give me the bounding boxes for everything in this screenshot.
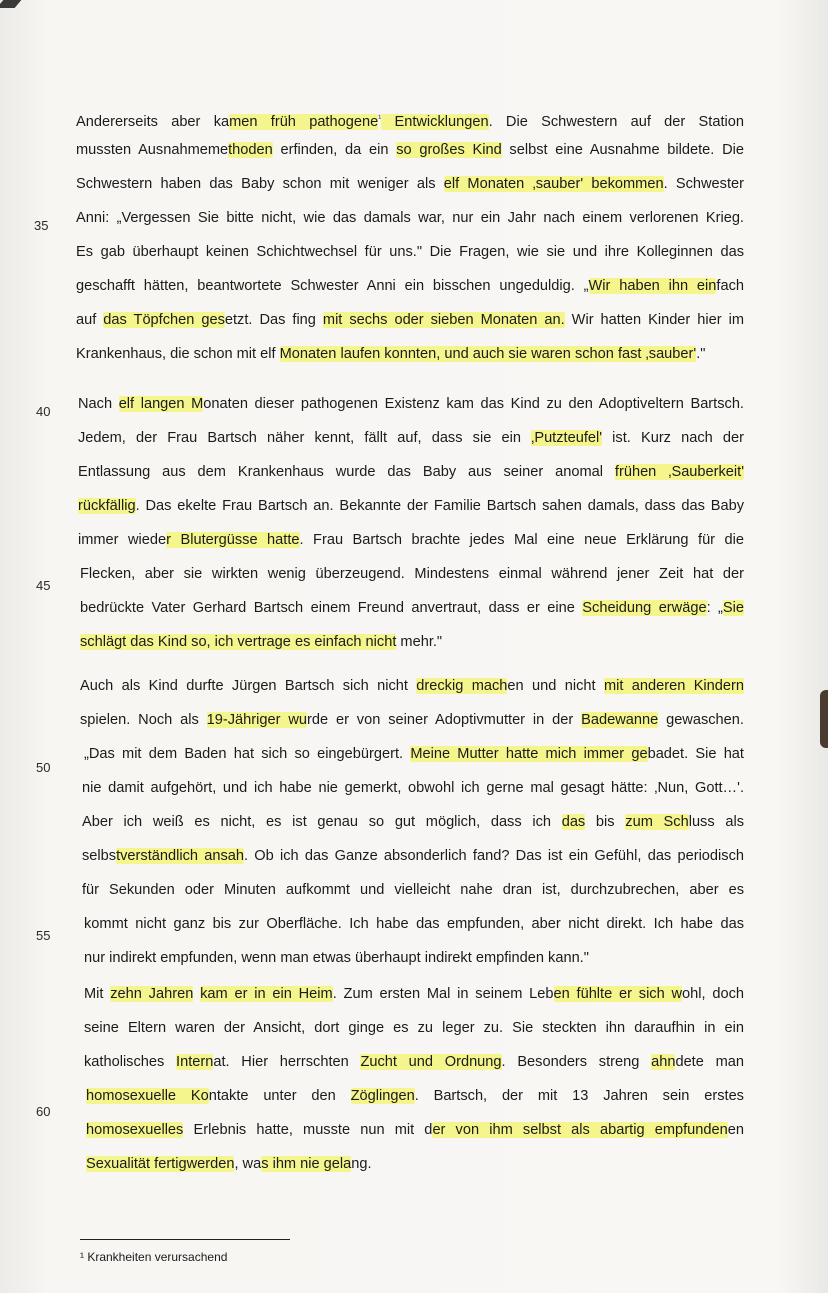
footnote-text: Krankheiten verursachend <box>84 1250 228 1264</box>
highlighted-text: zum Sch <box>625 814 689 830</box>
text-run: : „ <box>706 600 723 616</box>
text-run: Flecken, aber sie wirkten wenig überzeugend. Mindestens einmal während jener Zeit hat der <box>80 566 744 582</box>
text-line <box>86 1120 744 1140</box>
text-run: Nach <box>78 396 119 412</box>
text-line <box>76 310 744 330</box>
text-run: Auch als Kind durfte Jürgen Bartsch sich nicht <box>80 678 417 694</box>
text-run: Andererseits aber ka <box>76 114 230 130</box>
text-run: ." <box>696 346 706 362</box>
text-line <box>76 108 744 132</box>
footnote-ref: ¹ <box>378 113 382 123</box>
text-line <box>76 140 744 160</box>
text-run: . Besonders streng <box>501 1054 652 1070</box>
footnote-mark: ¹ <box>80 1250 84 1264</box>
highlighted-text: tverständlich ansah <box>116 848 245 864</box>
text-run: Es gab überhaupt keinen Schichtwechsel für uns." Die Fragen, wie sie und ihre Kolleginnen das <box>76 244 744 260</box>
text-run: Krankenhaus, die schon mit elf <box>76 346 280 362</box>
highlighted-text: mit sechs oder sieben Monaten an. <box>322 312 565 328</box>
highlighted-text: Scheidung erwäge <box>582 600 707 616</box>
text-run: geschafft hätten, beantwortete Schwester Anni ein bisschen ungeduldig. „ <box>76 278 589 294</box>
line-number: 40 <box>36 404 51 419</box>
text-line <box>76 174 744 194</box>
highlighted-text: elf langen M <box>118 396 204 412</box>
text-run: . Zum ersten Mal in seinem Leb <box>332 986 554 1002</box>
text-run: badet. Sie hat <box>647 746 744 762</box>
text-run: . Das ekelte Frau Bartsch an. Bekannte der Familie Bartsch sahen damals, dass das Baby <box>135 498 744 514</box>
text-run: katholisches <box>84 1054 177 1070</box>
text-run: „Das mit dem Baden hat sich so eingebürgert. <box>84 746 411 762</box>
highlighted-text: men früh pathogene <box>229 114 379 130</box>
highlighted-text: Sie <box>722 600 744 616</box>
text-run: auf <box>76 312 104 328</box>
text-run: dete man <box>675 1054 744 1070</box>
highlighted-text: en fühlte er sich w <box>553 986 683 1002</box>
text-run: ohl, doch <box>682 986 745 1002</box>
text-line <box>78 496 744 516</box>
highlighted-text: s ihm nie gela <box>261 1156 352 1172</box>
text-line <box>80 598 744 618</box>
text-line <box>82 880 744 900</box>
text-line <box>84 1052 744 1072</box>
highlighted-text: Entwicklungen <box>381 114 489 130</box>
text-run: rde er von seiner Adoptivmutter in der <box>306 712 582 728</box>
highlighted-text: 19-Jähriger wu <box>206 712 307 728</box>
text-line <box>76 242 744 262</box>
highlighted-text: Meine Mutter hatte mich immer ge <box>410 746 648 762</box>
text-run: selbs <box>82 848 117 864</box>
highlighted-text: dreckig mach <box>416 678 508 694</box>
highlighted-text: er von ihm selbst als abartig empfunden <box>432 1122 728 1138</box>
text-run: ng. <box>351 1156 372 1172</box>
text-line <box>78 462 744 482</box>
highlighted-text: mit anderen Kindern <box>603 678 744 694</box>
highlighted-text: Wir haben ihn ein <box>588 278 717 294</box>
highlighted-text: rückfällig <box>78 498 136 514</box>
text-line <box>76 208 744 228</box>
highlighted-text: das <box>561 814 586 830</box>
text-line <box>84 1018 744 1038</box>
highlighted-text: Sexualität fertigwerden <box>86 1156 235 1172</box>
footnote-rule <box>80 1239 290 1240</box>
text-run: . Schwester <box>663 176 744 192</box>
text-run: fach <box>716 278 744 294</box>
text-line <box>84 914 744 934</box>
footnote <box>80 1249 227 1265</box>
text-run: mehr." <box>396 634 443 650</box>
text-run: . Ob ich das Ganze absonderlich fand? Das ist ein Gefühl, das periodisch <box>244 848 744 864</box>
text-line <box>80 710 744 730</box>
line-number: 60 <box>36 1104 51 1119</box>
text-run: erfinden, da ein <box>272 142 397 158</box>
text-line <box>86 1154 744 1174</box>
text-run: immer wiede <box>78 532 167 548</box>
text-run: onaten dieser pathogenen Existenz kam das Kind zu den Adoptiveltern Bartsch. <box>203 396 744 412</box>
text-line <box>82 812 744 832</box>
highlighted-text: Monaten laufen konnten, und auch sie waren schon fast ‚sauber' <box>279 346 697 362</box>
text-run: Aber ich weiß es nicht, es ist genau so gut möglich, dass ich <box>82 814 562 830</box>
text-line <box>78 428 744 448</box>
text-run: bis <box>585 814 626 830</box>
highlighted-text: Intern <box>176 1054 214 1070</box>
highlighted-text: so großes Kind <box>396 142 502 158</box>
scan-edge-mark <box>820 690 828 748</box>
highlighted-text: homosexuelle Ko <box>86 1088 209 1104</box>
text-run: Jedem, der Frau Bartsch näher kennt, fällt auf, dass sie ein <box>78 430 532 446</box>
text-run: , wa <box>234 1156 262 1172</box>
text-line <box>80 632 744 652</box>
text-line <box>82 778 744 798</box>
highlighted-text: ‚Putzteufel' <box>531 430 603 446</box>
text-run: nur indirekt empfunden, wenn man etwas überhaupt indirekt empfinden kann." <box>84 950 589 966</box>
text-run: at. Hier herrschten <box>213 1054 361 1070</box>
text-run: ist. Kurz nach der <box>602 430 744 446</box>
text-line <box>84 744 744 764</box>
text-run: . Die Schwestern auf der Station <box>488 114 744 130</box>
text-line <box>78 394 744 414</box>
highlighted-text: schlägt das Kind so, ich vertrage es einfach nicht <box>80 634 397 650</box>
highlighted-text: frühen ‚Sauberkeit' <box>614 464 745 480</box>
highlighted-text: Badewanne <box>581 712 659 728</box>
text-run: Erlebnis hatte, musste nun mit d <box>183 1122 433 1138</box>
text-run: . Bartsch, der mit 13 Jahren sein erstes <box>414 1088 744 1104</box>
text-run: bedrückte Vater Gerhard Bartsch einem Freund anvertraut, dass er eine <box>80 600 583 616</box>
text-line <box>84 984 744 1004</box>
highlighted-text: thoden <box>228 142 273 158</box>
line-number: 55 <box>36 928 51 943</box>
highlighted-text: Zucht und Ordnung <box>360 1054 502 1070</box>
text-run: kommt nicht ganz bis zur Oberfläche. Ich habe das empfunden, aber nicht direkt. Ich habe das <box>84 916 744 932</box>
text-run: gewaschen. <box>658 712 744 728</box>
text-line <box>80 564 744 584</box>
line-number: 45 <box>36 578 51 593</box>
text-run: ntakte unter den <box>208 1088 351 1104</box>
text-run: nie damit aufgehört, und ich habe nie gemerkt, obwohl ich gerne mal gesagt hätte: ‚Nun, Gott…'. <box>82 780 744 796</box>
text-line <box>76 344 744 364</box>
highlighted-text: homosexuelles <box>86 1122 184 1138</box>
text-run: luss als <box>688 814 745 830</box>
text-run: etzt. Das fing <box>224 312 323 328</box>
highlighted-text: das Töpfchen ges <box>103 312 225 328</box>
text-run: . Frau Bartsch brachte jedes Mal eine neue Erklärung für die <box>299 532 745 548</box>
highlighted-text: kam er in ein Heim <box>200 986 333 1002</box>
text-line <box>84 948 744 968</box>
text-line <box>76 276 744 296</box>
text-line <box>78 530 744 550</box>
highlighted-text: elf Monaten ‚sauber' bekommen <box>443 176 664 192</box>
text-run: Entlassung aus dem Krankenhaus wurde das Baby aus seiner anomal <box>78 464 615 480</box>
highlighted-text: r Blutergüsse hatte <box>166 532 300 548</box>
text-run: Wir hatten Kinder hier im <box>564 312 744 328</box>
highlighted-text: ahn <box>651 1054 676 1070</box>
highlighted-text: Zöglingen <box>350 1088 415 1104</box>
text-run: seine Eltern waren der Ansicht, dort ginge es zu leger zu. Sie steckten ihn daraufhin in ein <box>84 1020 744 1036</box>
line-number: 35 <box>34 218 49 233</box>
text-line <box>86 1086 744 1106</box>
text-run: en und nicht <box>507 678 604 694</box>
text-line <box>80 676 744 696</box>
text-run: Anni: „Vergessen Sie bitte nicht, wie das damals war, nur ein Jahr nach einem verlorenen Krieg. <box>76 210 744 226</box>
text-run: für Sekunden oder Minuten aufkommt und vielleicht nahe dran ist, durchzubrechen, aber es <box>82 882 744 898</box>
text-run: spielen. Noch als <box>80 712 207 728</box>
text-run: Mit <box>84 986 111 1002</box>
text-run: mussten Ausnahmeme <box>76 142 229 158</box>
text-run: selbst eine Ausnahme bildete. Die <box>501 142 744 158</box>
scan-corner-mark <box>0 0 21 8</box>
text-line <box>82 846 744 866</box>
text-run: Schwestern haben das Baby schon mit weniger als <box>76 176 444 192</box>
highlighted-text: zehn Jahren <box>110 986 194 1002</box>
line-number: 50 <box>36 760 51 775</box>
text-run: en <box>727 1122 744 1138</box>
